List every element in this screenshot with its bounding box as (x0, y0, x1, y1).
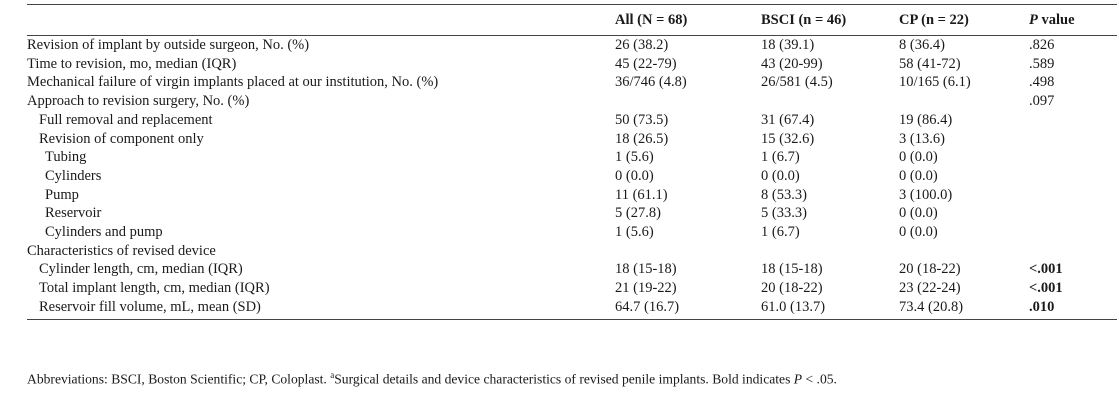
cell-cp: 3 (13.6) (899, 130, 945, 147)
cell-bsci: 0 (0.0) (761, 167, 800, 184)
row-label: Approach to revision surgery, No. (%) (27, 93, 250, 110)
cell-p (1029, 242, 1117, 261)
cell-cp: 20 (18-22) (899, 261, 961, 278)
cell-all: 1 (5.6) (615, 224, 654, 241)
cell-all: 21 (19-22) (615, 280, 677, 297)
cell-all: 50 (73.5) (615, 111, 669, 128)
cell-bsci: 26/581 (4.5) (761, 74, 833, 91)
cell-all: 18 (15-18) (615, 261, 677, 278)
cell-bsci: 18 (39.1) (761, 37, 815, 53)
cell-bsci: 15 (32.6) (761, 130, 815, 147)
cell-cp: 73.4 (20.8) (899, 298, 1029, 319)
cell-bsci: 5 (33.3) (761, 205, 807, 222)
table-row (27, 298, 1117, 319)
table-row (27, 167, 1117, 186)
table-row (27, 92, 1117, 111)
cell-cp: 0 (0.0) (899, 149, 938, 166)
cell-p (1029, 167, 1117, 186)
cell-all: 26 (38.2) (615, 37, 669, 53)
cell-bsci (761, 242, 899, 261)
table-row (27, 260, 1117, 279)
cell-p: <.001 (1029, 261, 1063, 278)
header-p-italic: P (1029, 11, 1038, 28)
cell-all: 36/746 (4.8) (615, 74, 687, 91)
table-row (27, 55, 1117, 74)
row-label: Characteristics of revised device (27, 242, 216, 259)
row-label: Tubing (45, 149, 87, 166)
header-p-value (1029, 5, 1117, 36)
table-row (27, 148, 1117, 167)
cell-all: 45 (22-79) (615, 55, 677, 72)
cell-bsci: 18 (15-18) (761, 261, 823, 278)
cell-p (1029, 223, 1117, 242)
cell-bsci: 1 (6.7) (761, 149, 800, 166)
cell-cp: 3 (100.0) (899, 186, 953, 203)
cell-cp (899, 92, 1029, 111)
cell-all: 5 (27.8) (615, 205, 661, 222)
cell-p: .010 (1029, 298, 1117, 319)
cell-all: 64.7 (16.7) (615, 298, 761, 319)
cell-bsci: 61.0 (13.7) (761, 298, 899, 319)
table-row (27, 186, 1117, 205)
row-label: Cylinder length, cm, median (IQR) (39, 261, 243, 278)
cell-cp: 58 (41-72) (899, 55, 961, 72)
row-label: Full removal and replacement (39, 111, 213, 128)
table-row (27, 204, 1117, 223)
results-table (27, 4, 1117, 320)
footnote-abbreviations: Abbreviations: BSCI, Boston Scientific; CP, Coloplast. (27, 371, 331, 387)
footnote-p-italic: P (793, 371, 803, 387)
header-p-rest: value (1037, 11, 1075, 28)
row-label: Total implant length, cm, median (IQR) (39, 280, 270, 297)
cell-all: 0 (0.0) (615, 167, 654, 184)
cell-bsci: 31 (67.4) (761, 111, 815, 128)
cell-bsci: 43 (20-99) (761, 55, 823, 72)
cell-p (1029, 130, 1117, 149)
cell-p: .097 (1029, 93, 1055, 110)
cell-cp: 0 (0.0) (899, 167, 938, 184)
header-bsci: BSCI (n = 46) (761, 5, 899, 36)
table-footnote (27, 370, 837, 388)
cell-all: 11 (61.1) (615, 186, 668, 203)
header-all: All (N = 68) (615, 5, 761, 36)
cell-p (1029, 204, 1117, 223)
cell-p: <.001 (1029, 280, 1063, 297)
cell-all (615, 242, 761, 261)
cell-p: .589 (1029, 55, 1055, 72)
row-label: Pump (45, 186, 79, 203)
footnote-text: Surgical details and device characteristics of revised penile implants. Bold indicates (334, 371, 794, 387)
row-label: Cylinders and pump (45, 224, 163, 241)
row-label: Revision of implant by outside surgeon, No. (%) (27, 37, 310, 53)
footnote-text-end: < .05. (802, 371, 837, 387)
cell-cp: 8 (36.4) (899, 37, 945, 53)
cell-cp: 19 (86.4) (899, 111, 953, 128)
row-label: Reservoir (45, 205, 102, 222)
cell-cp: 10/165 (6.1) (899, 74, 971, 91)
row-label: Mechanical failure of virgin implants placed at our institution, No. (%) (27, 74, 439, 91)
cell-p: .498 (1029, 74, 1055, 91)
cell-bsci: 20 (18-22) (761, 280, 823, 297)
cell-all: 18 (26.5) (615, 130, 669, 147)
cell-bsci (761, 92, 899, 111)
cell-cp: 0 (0.0) (899, 205, 938, 222)
table-row (27, 111, 1117, 130)
table-row (27, 223, 1117, 242)
cell-cp (899, 242, 1029, 261)
row-label: Revision of component only (39, 130, 204, 147)
cell-p: .826 (1029, 37, 1055, 53)
header-row (27, 5, 1117, 36)
cell-p (1029, 148, 1117, 167)
header-label (27, 5, 615, 36)
table-row (27, 36, 1117, 55)
footnote-superscript: a (330, 370, 335, 380)
cell-bsci: 8 (53.3) (761, 186, 807, 203)
cell-bsci: 1 (6.7) (761, 224, 800, 241)
row-label: Time to revision, mo, median (IQR) (27, 55, 237, 72)
cell-all: 1 (5.6) (615, 149, 654, 166)
cell-p (1029, 111, 1117, 130)
cell-p (1029, 186, 1117, 205)
table-row (27, 73, 1117, 92)
cell-cp: 23 (22-24) (899, 280, 961, 297)
row-label: Cylinders (45, 167, 102, 184)
table-row (27, 130, 1117, 149)
header-cp: CP (n = 22) (899, 5, 1029, 36)
table-row (27, 242, 1117, 261)
row-label: Reservoir fill volume, mL, mean (SD) (27, 298, 615, 319)
cell-cp: 0 (0.0) (899, 224, 938, 241)
cell-all (615, 92, 761, 111)
table-row (27, 279, 1117, 298)
